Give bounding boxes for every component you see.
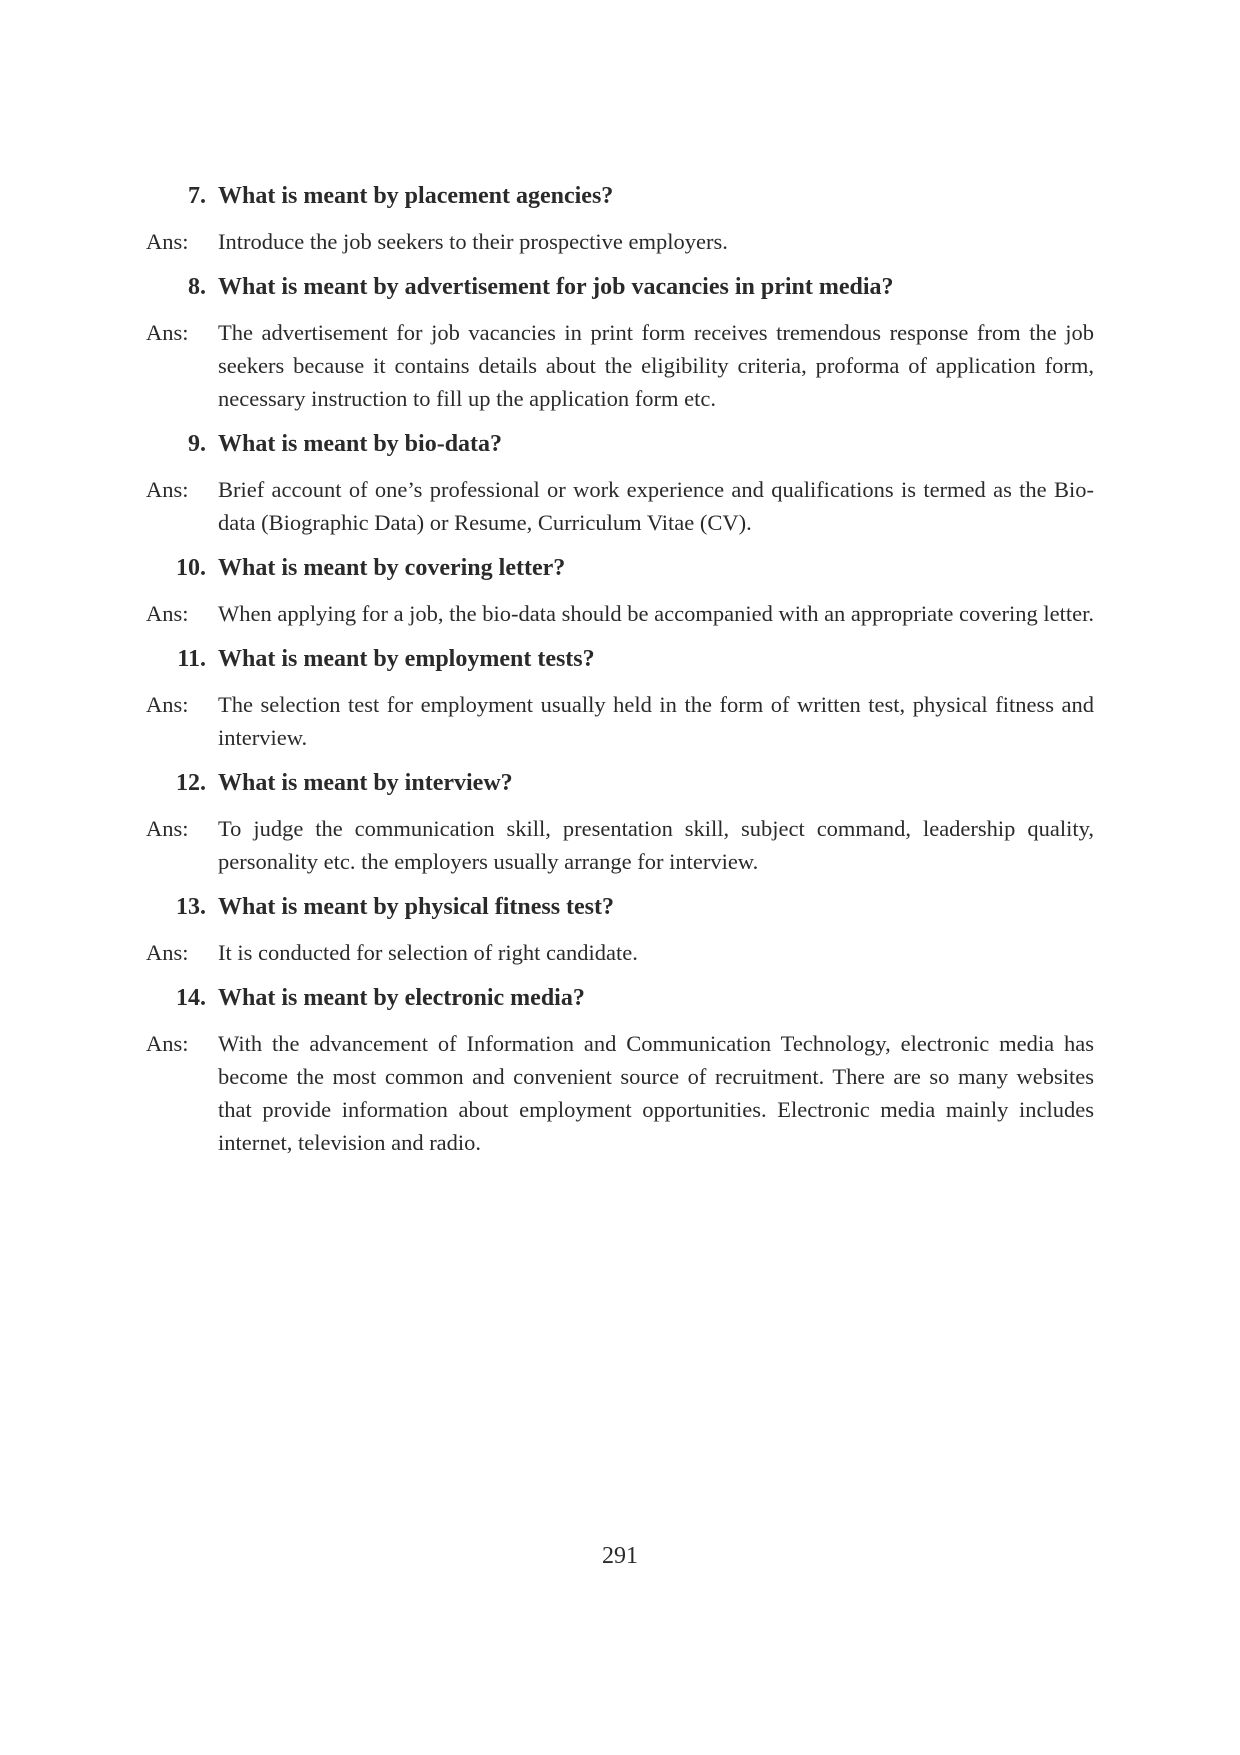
- question-text: What is meant by covering letter?: [218, 555, 566, 581]
- answer: [146, 316, 1094, 415]
- answer: [146, 688, 1094, 754]
- answer-text: To judge the communication skill, presentation skill, subject command, leadership quality, personality etc. the employers usually arrange for interview.: [218, 816, 1094, 874]
- question: [146, 982, 1094, 1015]
- qa-item-9: [146, 428, 1094, 539]
- qa-item-13: [146, 891, 1094, 969]
- qa-item-7: [146, 180, 1094, 258]
- question-text: What is meant by employment tests?: [218, 646, 595, 672]
- answer-text: It is conducted for selection of right candidate.: [218, 940, 638, 965]
- answer-label: Ans:: [146, 320, 189, 345]
- qa-list: [146, 180, 1094, 1172]
- question: [146, 767, 1094, 800]
- page-number: 291: [602, 1543, 638, 1569]
- question-number: 10.: [176, 555, 206, 581]
- answer-text: With the advancement of Information and Communication Technology, electronic media has become the most common and convenient source of recruitment. There are so many websites that provide information about employment opportunities. Electronic media mainly includes internet, television and radio.: [218, 1031, 1094, 1155]
- qa-item-14: [146, 982, 1094, 1159]
- answer-text: When applying for a job, the bio-data should be accompanied with an appropriate covering letter.: [218, 601, 1094, 626]
- qa-item-12: [146, 767, 1094, 878]
- question-text: What is meant by physical fitness test?: [218, 894, 615, 920]
- answer-text: Brief account of one’s professional or work experience and qualifications is termed as the Bio-data (Biographic Data) or Resume, Curriculum Vitae (CV).: [218, 477, 1094, 535]
- question: [146, 428, 1094, 461]
- answer: [146, 812, 1094, 878]
- question-text: What is meant by electronic media?: [218, 985, 585, 1011]
- question: [146, 643, 1094, 676]
- answer: [146, 1027, 1094, 1159]
- answer-label: Ans:: [146, 477, 189, 502]
- question-number: 12.: [176, 770, 206, 796]
- question: [146, 552, 1094, 585]
- qa-item-11: [146, 643, 1094, 754]
- answer-label: Ans:: [146, 229, 189, 254]
- question-number: 14.: [176, 985, 206, 1011]
- answer-label: Ans:: [146, 692, 189, 717]
- answer: [146, 597, 1094, 630]
- answer-text: The advertisement for job vacancies in print form receives tremendous response from the job seekers because it contains details about the eligibility criteria, proforma of application form, necessary instruction to fill up the application form etc.: [218, 320, 1094, 411]
- qa-item-10: [146, 552, 1094, 630]
- question-text: What is meant by interview?: [218, 770, 513, 796]
- question-number: 8.: [188, 274, 206, 300]
- answer: [146, 225, 1094, 258]
- answer-label: Ans:: [146, 601, 189, 626]
- answer-label: Ans:: [146, 940, 189, 965]
- answer: [146, 473, 1094, 539]
- question: [146, 271, 1094, 304]
- question-number: 11.: [177, 646, 206, 672]
- question-number: 9.: [188, 431, 206, 457]
- answer-label: Ans:: [146, 1031, 189, 1056]
- question-text: What is meant by bio-data?: [218, 431, 503, 457]
- answer-text: The selection test for employment usually held in the form of written test, physical fitness and interview.: [218, 692, 1094, 750]
- question-number: 13.: [176, 894, 206, 920]
- answer-text: Introduce the job seekers to their prospective employers.: [218, 229, 728, 254]
- answer-label: Ans:: [146, 816, 189, 841]
- question-text: What is meant by advertisement for job vacancies in print media?: [218, 274, 894, 300]
- question-number: 7.: [188, 183, 206, 209]
- qa-item-8: [146, 271, 1094, 415]
- question-text: What is meant by placement agencies?: [218, 183, 614, 209]
- question: [146, 891, 1094, 924]
- question: [146, 180, 1094, 213]
- answer: [146, 936, 1094, 969]
